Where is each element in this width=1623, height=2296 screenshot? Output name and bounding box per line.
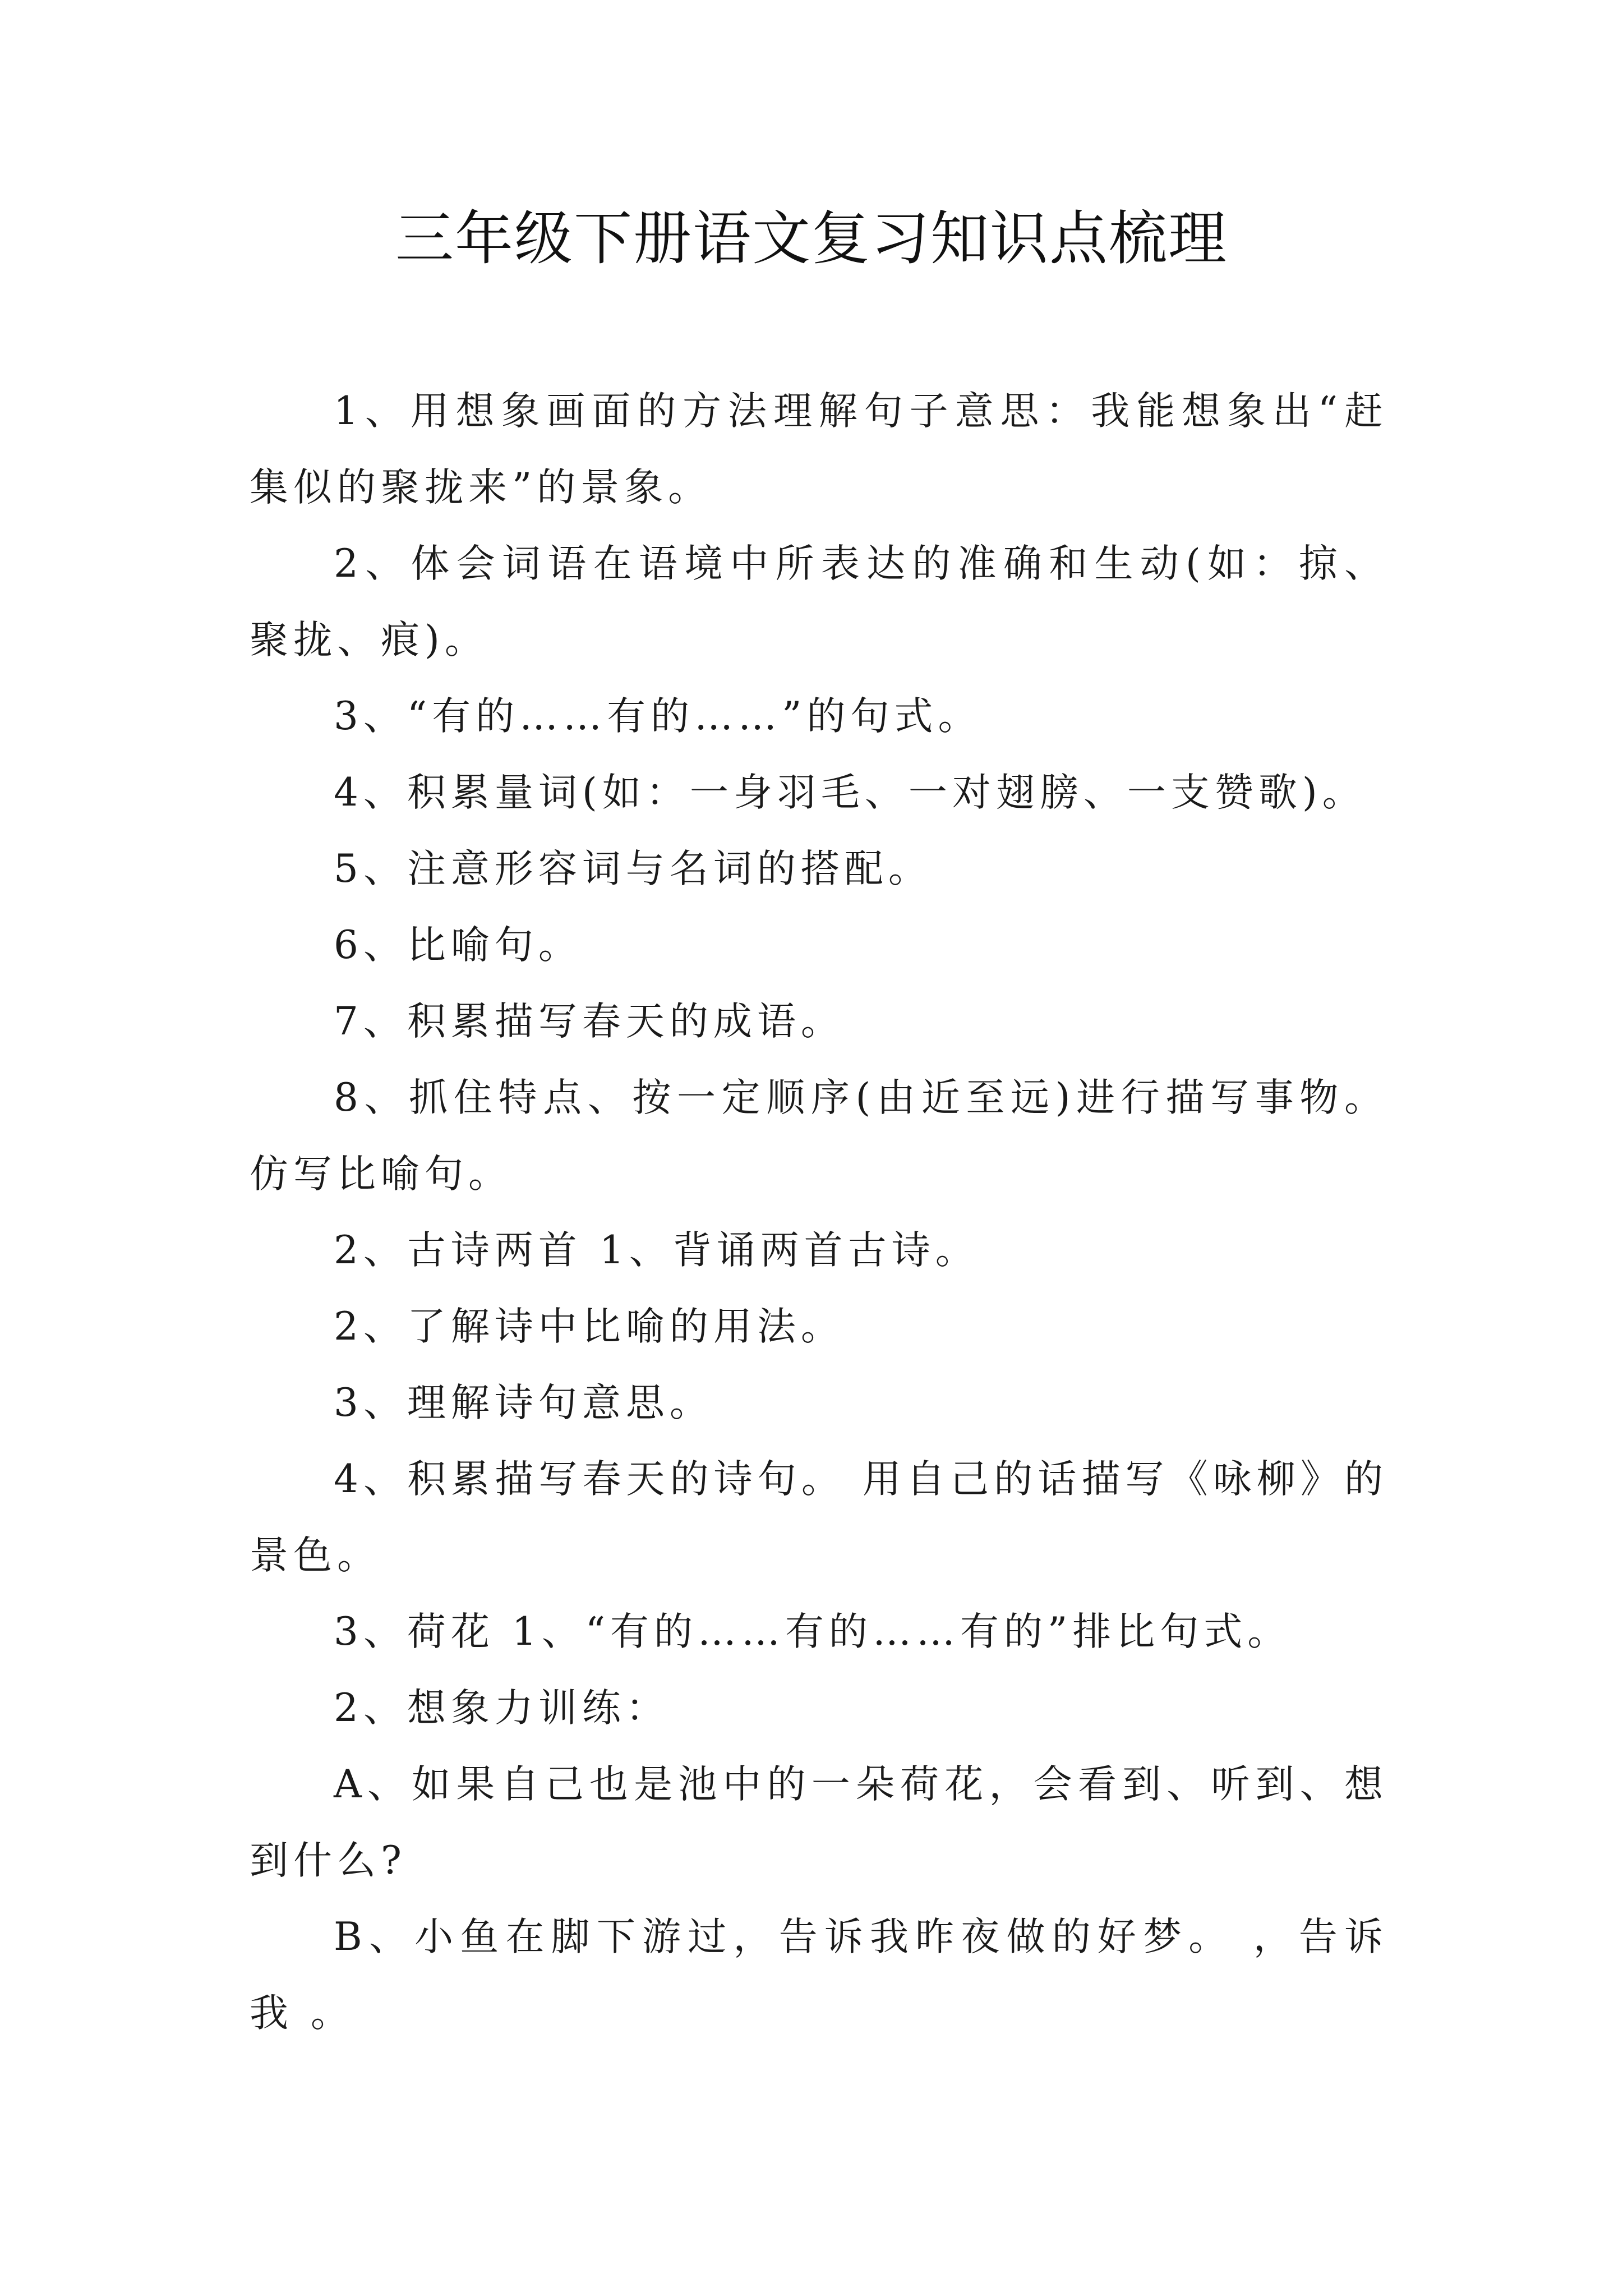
- paragraph: 2、古诗两首 1、背诵两首古诗。: [334, 1228, 979, 1273]
- paragraph: 5、注意形容词与名词的搭配。: [334, 846, 932, 891]
- paragraph: 8、抓住特点、按一定顺序(由近至远)进行描写事物。仿写比喻句。: [250, 1075, 1388, 1197]
- paragraph: 4、积累描写春天的诗句。 用自己的话描写《咏柳》的景色。: [250, 1457, 1388, 1578]
- paragraph: 3、“有的……有的……”的句式。: [334, 694, 982, 739]
- paragraph: 2、体会词语在语境中所表达的准确和生动(如：掠、聚拢、痕)。: [250, 541, 1388, 662]
- paragraph: 1、用想象画面的方法理解句子意思：我能想象出“赶集似的聚拢来”的景象。: [250, 389, 1388, 510]
- document-body: [250, 373, 1388, 2051]
- paragraph: A、如果自己也是池中的一朵荷花，会看到、听到、想到什么?: [250, 1762, 1388, 1883]
- paragraph: 2、了解诗中比喻的用法。: [334, 1304, 845, 1349]
- paragraph: 2、想象力训练：: [334, 1686, 670, 1731]
- paragraph: 4、积累量词(如：一身羽毛、一对翅膀、一支赞歌)。: [334, 770, 1366, 815]
- paragraph: 3、荷花 1、“有的……有的……有的”排比句式。: [334, 1609, 1292, 1654]
- paragraph: 7、积累描写春天的成语。: [334, 999, 845, 1044]
- paragraph: B、小鱼在脚下游过，告诉我昨夜做的好梦。 ，告诉我 。: [250, 1915, 1388, 2036]
- paragraph: 6、比喻句。: [334, 923, 582, 968]
- document-title: 三年级下册语文复习知识点梳理: [395, 204, 1228, 273]
- paragraph: 3、理解诗句意思。: [334, 1381, 713, 1425]
